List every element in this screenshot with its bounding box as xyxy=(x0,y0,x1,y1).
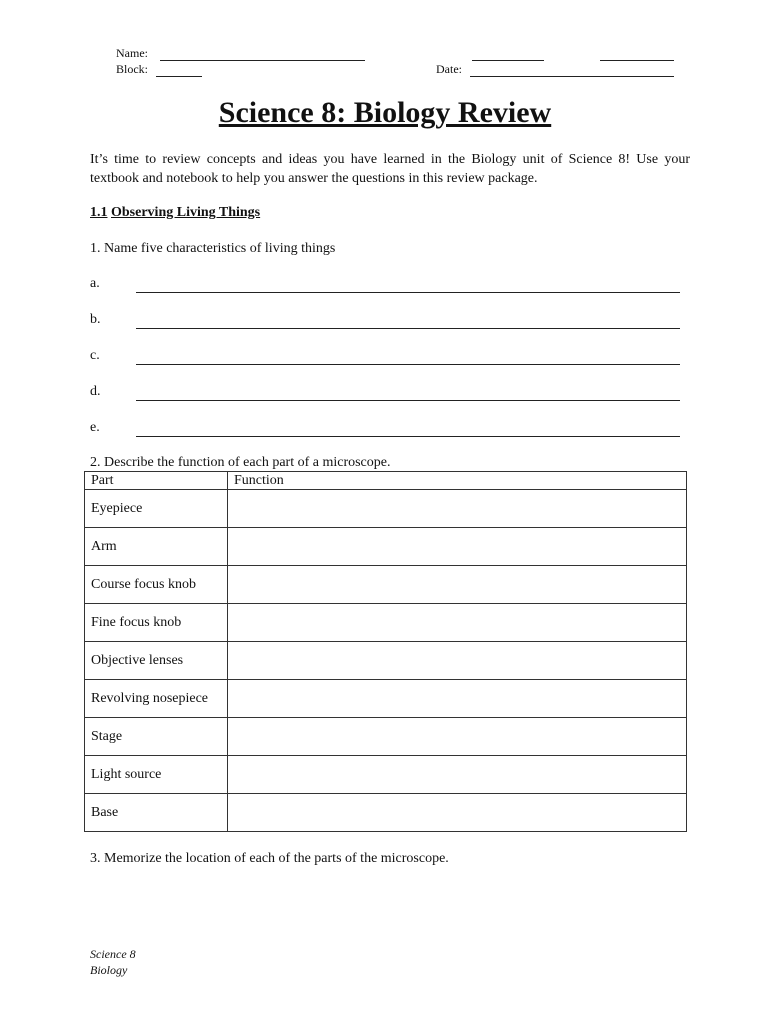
part-name: Stage xyxy=(85,718,228,756)
table-header-row xyxy=(85,472,687,490)
part-name: Light source xyxy=(85,756,228,794)
footer-course: Science 8 xyxy=(90,947,136,961)
function-cell[interactable] xyxy=(228,528,687,566)
header-blank-line-1[interactable] xyxy=(472,60,544,61)
microscope-parts-table xyxy=(84,471,687,832)
column-header-part: Part xyxy=(85,472,228,490)
table-row xyxy=(85,642,687,680)
answer-letter: c. xyxy=(90,348,100,363)
function-cell[interactable] xyxy=(228,566,687,604)
function-cell[interactable] xyxy=(228,490,687,528)
table-row xyxy=(85,718,687,756)
function-cell[interactable] xyxy=(228,794,687,832)
answer-letter: b. xyxy=(90,312,101,327)
block-field[interactable] xyxy=(156,76,202,77)
section-number: 1.1 xyxy=(90,205,108,220)
answer-line-a[interactable] xyxy=(136,292,680,293)
answer-row-e xyxy=(90,420,680,440)
part-name: Objective lenses xyxy=(85,642,228,680)
date-label: Date: xyxy=(436,62,462,76)
section-heading xyxy=(90,205,260,221)
intro-paragraph: It’s time to review concepts and ideas you have learned in the Biology unit of Science 8! Use your textbook and notebook to help you answer the questions in this review package. xyxy=(90,152,690,186)
question-1-prompt: 1. Name five characteristics of living things xyxy=(90,241,336,256)
part-name: Course focus knob xyxy=(85,566,228,604)
function-cell[interactable] xyxy=(228,756,687,794)
column-header-function: Function xyxy=(228,472,687,490)
table-row xyxy=(85,680,687,718)
part-name: Eyepiece xyxy=(85,490,228,528)
footer-unit: Biology xyxy=(90,963,128,977)
section-name: Observing Living Things xyxy=(111,205,261,220)
answer-row-b xyxy=(90,312,680,332)
part-name: Base xyxy=(85,794,228,832)
answer-letter: a. xyxy=(90,276,100,291)
table-row xyxy=(85,566,687,604)
table-row xyxy=(85,528,687,566)
part-name: Fine focus knob xyxy=(85,604,228,642)
header-blank-line-2[interactable] xyxy=(600,60,674,61)
block-label: Block: xyxy=(116,62,148,76)
function-cell[interactable] xyxy=(228,642,687,680)
question-3-prompt: 3. Memorize the location of each of the parts of the microscope. xyxy=(90,851,449,866)
answer-row-d xyxy=(90,384,680,404)
name-field[interactable] xyxy=(160,60,365,61)
function-cell[interactable] xyxy=(228,604,687,642)
table-row xyxy=(85,794,687,832)
answer-line-c[interactable] xyxy=(136,364,680,365)
answer-letter: d. xyxy=(90,384,101,399)
answer-line-b[interactable] xyxy=(136,328,680,329)
table-row xyxy=(85,604,687,642)
date-field[interactable] xyxy=(470,76,674,77)
name-label: Name: xyxy=(116,46,148,60)
answer-row-a xyxy=(90,276,680,296)
table-row xyxy=(85,756,687,794)
page-title: Science 8: Biology Review xyxy=(218,96,552,129)
answer-letter: e. xyxy=(90,420,100,435)
answer-line-d[interactable] xyxy=(136,400,680,401)
page-footer xyxy=(90,946,136,978)
question-2-prompt: 2. Describe the function of each part of a microscope. xyxy=(90,455,391,470)
function-cell[interactable] xyxy=(228,680,687,718)
function-cell[interactable] xyxy=(228,718,687,756)
part-name: Revolving nosepiece xyxy=(85,680,228,718)
answer-line-e[interactable] xyxy=(136,436,680,437)
answer-row-c xyxy=(90,348,680,368)
table-row xyxy=(85,490,687,528)
part-name: Arm xyxy=(85,528,228,566)
